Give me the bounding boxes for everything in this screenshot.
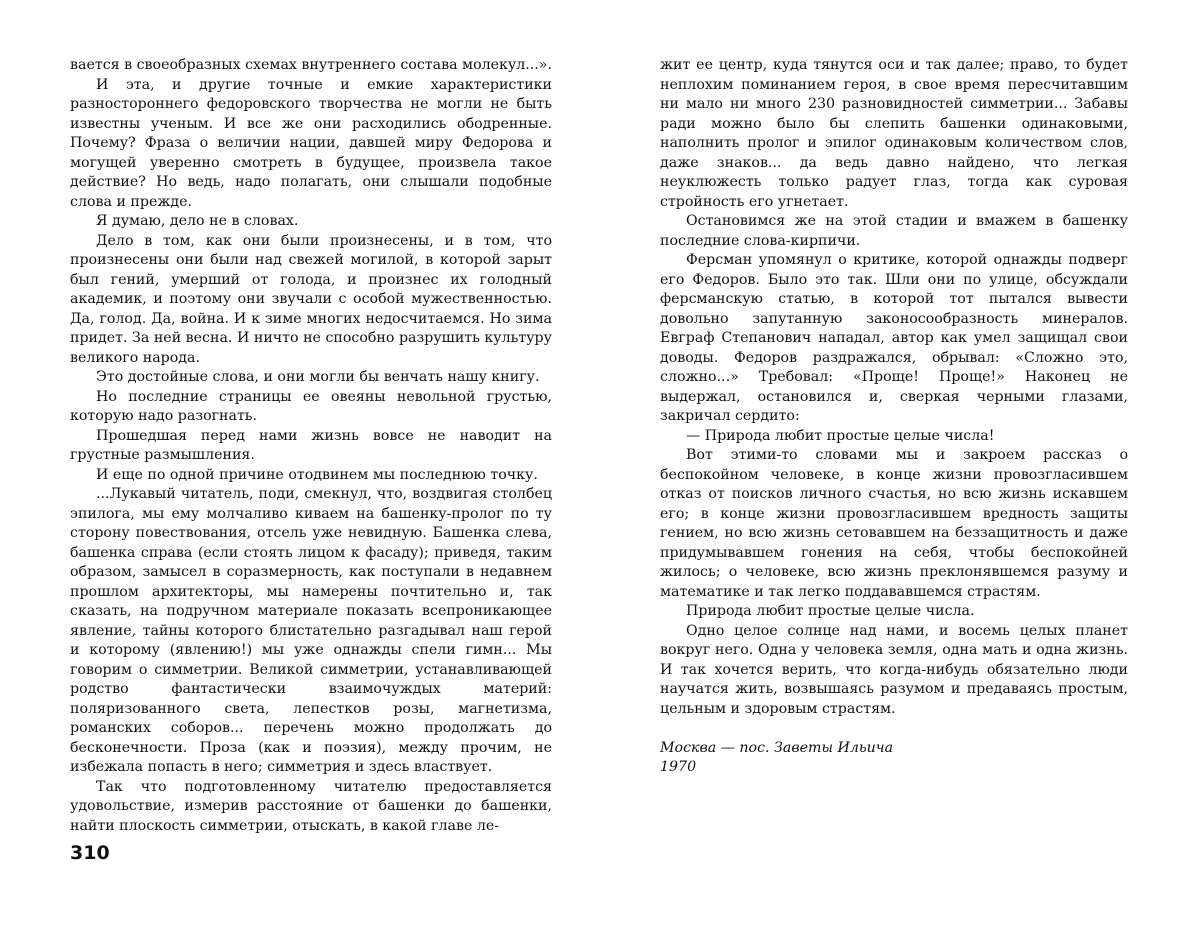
paragraph: Ферсман упомянул о критике, которой однажды подверг его Федоров. Было это так. Шли они по улице, обсуждали ферсманскую статью, в которой тот пытался вывести довольно запутанную законосообразность минералов. Евграф Степанович нападал, автор как умел защищал свои доводы. Федоров раздражался, обрывал: «Сложно это, сложно...» Требовал: «Проще! Проще!» Наконец не выдержал, остановился и, сверкая черными глазами, закричал сердито: xyxy=(660,251,1128,427)
paragraph-quote: — Природа любит простые целые числа! xyxy=(660,427,1128,447)
page-number: 310 xyxy=(70,842,110,864)
paragraph: Это достойные слова, и они могли бы венчать нашу книгу. xyxy=(70,368,552,388)
paragraph: Я думаю, дело не в словах. xyxy=(70,212,552,232)
left-page xyxy=(0,0,600,936)
signature-year: 1970 xyxy=(660,758,1128,777)
paragraph: Так что подготовленному читателю предоставляется удовольствие, измерив расстояние от башенки до башенки, найти плоскость симметрии, отыскать, в какой главе ле- xyxy=(70,778,552,837)
paragraph: вается в своеобразных схемах внутреннего состава молекул...». xyxy=(70,56,552,76)
signature-place: Москва — пос. Заветы Ильича xyxy=(660,739,1128,758)
paragraph: ...Лукавый читатель, поди, смекнул, что, воздвигая столбец эпилога, мы ему молчаливо киваем на башенку-пролог по ту сторону повествования, отсель уже невидную. Башенка слева, башенка справа (если стоять лицом к фасаду); приведя, таким образом, замысел в соразмерность, как поступали в недавнем прошлом архитекторы, мы намерены почтительно и, так сказать, на подручном материале показать всепроникающее явление, тайны которого блистательно разгадывал наш герой и которому (явлению!) мы уже однажды спели гимн... Мы говорим о симметрии. Великой симметрии, устанавливающей родство фантастически взаимочуждых материй: поляризованного света, лепестков розы, магнетизма, романских соборов... перечень можно продолжать до бесконечности. Проза (как и поэзия), между прочим, не избежала попасть в него; симметрия и здесь властвует. xyxy=(70,485,552,778)
paragraph: Вот этими-то словами мы и закроем рассказ о беспокойном человеке, в конце жизни провозгласившем отказ от поисков личного счастья, но всю жизнь искавшем его; в конце жизни провозгласившем вредность защиты гением, но всю жизнь сетовавшем на беззащитность и даже придумывавшем гонения на себя, чтобы беспокойней жилось; о человеке, всю жизнь преклонявшемся разуму и математике и так легко поддававшемся страстям. xyxy=(660,446,1128,602)
paragraph: Одно целое солнце над нами, и восемь целых планет вокруг него. Одна у человека земля, одна мать и одна жизнь. И так хочется верить, что когда-нибудь обязательно люди научатся жить, возвышаясь разумом и предаваясь простым, цельным и здоровым страстям. xyxy=(660,622,1128,720)
paragraph: Прошедшая перед нами жизнь вовсе не наводит на грустные размышления. xyxy=(70,427,552,466)
paragraph: И эта, и другие точные и емкие характеристики разностороннего федоровского творчества не могли не быть известны ученым. И все же они расходились ободренные. Почему? Фраза о величии нации, давшей миру Федорова и могущей уверенно смотреть в будущее, произвела такое действие? Но ведь, надо полагать, они слышали подобные слова и прежде. xyxy=(70,76,552,213)
paragraph: Дело в том, как они были произнесены, и в том, что произнесены они были над свежей могилой, в которой зарыт был гений, умерший от голода, и произнес их голодный академик, и поэтому они звучали с особой мужественностью. Да, голод. Да, война. И к зиме многих недосчитаемся. Но зима придет. За ней весна. И ничто не способно разрушить культуру великого народа. xyxy=(70,232,552,369)
paragraph: Но последние страницы ее овеяны невольной грустью, которую надо разогнать. xyxy=(70,388,552,427)
paragraph: И еще по одной причине отодвинем мы последнюю точку. xyxy=(70,466,552,486)
right-page xyxy=(600,0,1200,936)
paragraph: Природа любит простые целые числа. xyxy=(660,602,1128,622)
paragraph: Остановимся же на этой стадии и вмажем в башенку последние слова-кирпичи. xyxy=(660,212,1128,251)
signature xyxy=(660,739,1128,777)
left-page-text xyxy=(70,56,552,836)
paragraph: жит ее центр, куда тянутся оси и так далее; право, то будет неплохим поминанием героя, в свое время пересчитавшим ни мало ни много 230 разновидностей симметрии... Забавы ради можно было бы слепить башенки одинаковыми, наполнить пролог и эпилог одинаковым количеством слов, даже знаков... да ведь давно найдено, что легкая неуклюжесть только радует глаз, тогда как суровая стройность его угнетает. xyxy=(660,56,1128,212)
right-page-text xyxy=(660,56,1128,777)
